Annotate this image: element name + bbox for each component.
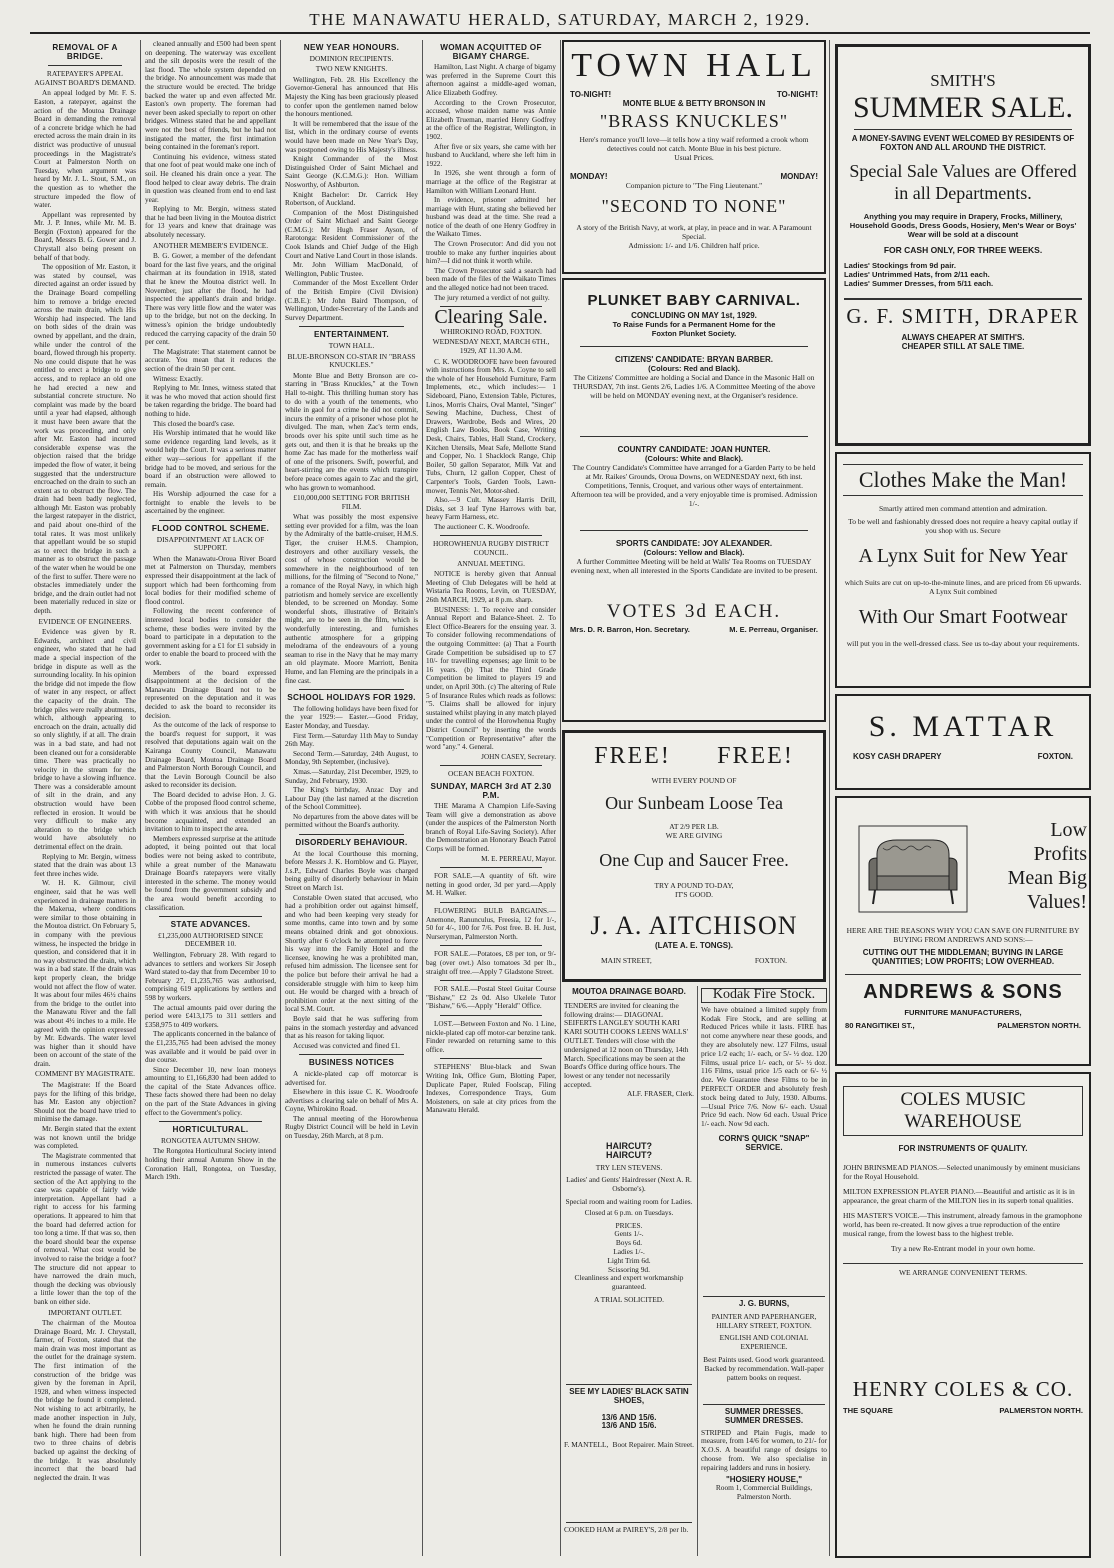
ad-label: (LATE A. E. TONGS). (654, 941, 734, 950)
subheadline: TOWN HALL. (328, 341, 375, 350)
paragraph: The applicants concerned in the balance of the £1,235,765 had been advised the money was available and it would be paid over in due course. (145, 1030, 276, 1065)
offer-title: One Cup and Saucer Free. (599, 850, 789, 870)
ad-smiths-summer-sale (835, 44, 1091, 446)
ad-summer-dresses (701, 1408, 827, 1558)
paragraph: Knight Commander of the Most Distinguished Order of Saint Michael and Saint George (K.C.M.G.): Hon. William Nosworthy, of Ashburton. (285, 155, 418, 189)
paragraph: What was possibly the most expensive setting ever provided for a film, was the loan by the Admiralty of the battle-cruiser, H.M.S. Tiger, the cruiser H.M.S. Champion, destroyers and other auxiliary vessels, the cost of whose construction would be somewhere in the neighbourhood of ten millions, for the filming of "Second to None," a romance of the Royal Navy, in which high patriotism and homely service are excellently blended, to be screened on Monday. Some wonderful shots, illustrative of Britain's might, are to be seen in the film, which is wonderfully interesting, and furnishes authentic atmosphere for a gripping melodrama of the endeavours of a young seaman to rise in the Navy that he may marry an old playmate. Moore Marriott, Benita Hume, and Ian Fleming are the principals in a fine cast. (285, 513, 418, 685)
subheadline: £1,235,000 AUTHORISED SINCE DECEMBER 10. (157, 930, 264, 949)
product-name: Our Sunbeam Loose Tea (605, 793, 783, 813)
ad-headline: Profits (1033, 843, 1087, 865)
headline: ENTERTAINMENT. (313, 330, 389, 340)
ad-clothes-make-the-man (835, 452, 1091, 688)
ad-text: The Citizens' Committee are holding a Social and Dance in the Masonic Hall on THURSDAY, 7th inst. Gents 2/6, Ladies 1/6. A Committee Meeting of the above will be held on MONDAY evening next, at the Organiser's residence. (572, 373, 816, 400)
ad-text: We have obtained a limited supply from Kodak Fire Stock, and are selling at Reduced Prices while it lasts. FIRE has not come anywhere near these goods, and they are absolutely new. 127 Films, usual price 1/2 each; 1/- each, or 5/- ½ doz. 120 Films, usual price 1/- each, or 5/- ½ doz. 116 Films, usual price 1/5 each or 6/- ½ doz. We Guarantee these Films to be in PERFECT ORDER and absolutely fresh stock being dated to July, 1930. Albums.—Usual Price 7/6. Now 6/- each. Usual Price 9d each. Now 6d each. Usual Price 1/- each. Now 9d each. (701, 1004, 827, 1129)
paragraph: Knight Bachelor: Dr. Carrick Hey Robertson, of Auckland. (285, 190, 418, 208)
merchant-name: ANDREWS & SONS (863, 981, 1063, 1003)
candidate-colours: (Colours: Red and Black). (648, 364, 740, 373)
price-line: Light Trim 6d. (607, 1255, 651, 1265)
ad-headline: Low (1050, 819, 1087, 841)
paragraph: Continuing his evidence, witness stated that one foot of peat would make one inch of soil. He cleaned his drain once a year. The flood helped to clear away debris. The drain in question was cleaned from end to end last year. (145, 152, 276, 204)
paragraph: The actual amounts paid over during the period were £413,175 to 311 settlers and £358,975 to 409 workers. (145, 1003, 276, 1029)
ad-title: FREE! (717, 743, 794, 769)
paragraph: Xmas.—Saturday, 21st December, 1929, to Sunday, 2nd February, 1930. (285, 767, 418, 785)
address: MAIN STREET, (601, 956, 652, 965)
paragraph: His Worship adjourned the case for a fortnight to enable the levels to be ascertained by the engineer. (145, 490, 276, 516)
ad-headline: Values! (1027, 891, 1087, 913)
paragraph: After five or six years, she came with her husband to Auckland, where she left him in 1922. (426, 142, 556, 168)
ad-text: Cleanliness and expert workmanship guaranteed. (574, 1273, 684, 1292)
price-line: Boys 6d. (615, 1238, 643, 1248)
paragraph: Mr. John William MacDonald, of Wellington, Public Trustee. (285, 261, 418, 278)
subheadline: TWO NEW KNIGHTS. (315, 64, 388, 74)
paragraph: His Worship intimated that he would like some evidence regarding land levels, as it would help the Court. It was a serious matter either way—serious for appellant if the bridge had to be moved, and serious for the board if an obstruction were allowed to remain. (145, 429, 276, 489)
divider (566, 1522, 692, 1523)
secretary: Mrs. D. R. Barron, Hon. Secretary. (570, 625, 690, 634)
column-rule (829, 40, 830, 1556)
ad-text: WITH EVERY POUND OF (651, 776, 737, 785)
paragraph: The chairman of the Moutoa Drainage Board, Mr. J. Chrystall, farmer, of Foxton, stated that the main drain was most important as the outlet for the drainage system. The first intimation of the construction of the bridge was given by the foreman in April, 1928, and when witness inspected the bridge he found it completed. Not wishing to act arbitrarily, he made another inspection in July, when he found the drain running bank high. There had been from two to three chains of debris backed up against the decking of the bridge. It was absolutely incorrect that the board had neglected the drain. It was (34, 1319, 136, 1482)
clearing-sale-title: Clearing Sale. (434, 306, 548, 329)
paragraph: Second Term.—Saturday, 24th August, to Monday, 9th September, (inclusive). (285, 749, 418, 767)
ad-label: PRICES. (615, 1220, 643, 1230)
column-rule (422, 40, 423, 1556)
signature: JOHN CASEY, Secretary. (481, 752, 556, 761)
merchant-name: F. MANTELL, (564, 1440, 609, 1450)
subheadline: EVIDENCE OF ENGINEERS. (38, 616, 132, 626)
ad-label: WE ARRANGE CONVENIENT TERMS. (843, 1263, 1083, 1277)
headline: HORTICULTURAL. (172, 1125, 249, 1135)
candidate-name: SPORTS CANDIDATE: JOY ALEXANDER. (615, 539, 773, 548)
paragraph: Constable Owen stated that accused, who had a prohibition order out against himself, and who had been keeping very steady for some months, came into town and by some means obtained drink and got obnoxious. Shortly after 6 o'clock he attempted to force his way into the Family Hotel and the licensee, knowing he was a prohibited man, refused him admission. The licensee sent for the police but before their arrival he had a considerable struggle with him to keep him out. He would be charged with a breach of prohibition order at the next sitting of the local S.M. Court. (285, 893, 418, 1014)
masthead: THE MANAWATU HERALD, SATURDAY, MARCH 2, 1929. (30, 8, 1090, 34)
ad-title: SEE MY LADIES' BLACK SATIN SHOES, (569, 1388, 689, 1405)
paragraph: Commander of the Most Excellent Order of the British Empire (Civil Division) (C.B.E.): Mr John Baird Thompson, of Wellington, Under-Secretary of the Lands and Survey Department. (285, 279, 418, 322)
classified-ham (564, 1526, 694, 1552)
subheadline: WHIROKINO ROAD, FOXTON. (440, 326, 542, 336)
paragraph: Members expressed surprise at the attitude adopted, it being pointed out that local bodies were not being asked to contribute, while a great number of the Manawatu Drainage Board's ratepayers were vitally interested in the scheme. The money would be found from the government subsidy and the area would benefit according to classification. (145, 834, 276, 912)
classified: FLOWERING BULB BARGAINS.—Anemone, Ranunculus, Freesia, 12 for 1/-, 50 for 4/-, 100 for 7/6. Post free. B. H. Just, Nurseryman, Palmerston North. (426, 907, 556, 941)
paragraph: The following holidays have been fixed for the year 1929:— Easter.—Good Friday, Easter Monday, and Tuesday. (285, 704, 418, 730)
signature: M. E. PERREAU, Mayor. (481, 854, 556, 863)
subheadline: BLUE-BRONSON CO-STAR IN "BRASS KNUCKLES." (287, 351, 416, 370)
candidate-name: CITIZENS' CANDIDATE: BRYAN BARBER. (614, 355, 774, 364)
signature: ALF. FRASER, Clerk. (627, 1088, 694, 1098)
ad-title: Clothes Make the Man! (843, 464, 1083, 496)
address: Room 1, Commercial Buildings, Palmerston North. (715, 1483, 813, 1502)
armchair-icon (853, 808, 973, 928)
merchant-name: G. F. SMITH, DRAPER (846, 304, 1080, 328)
classified: FOR SALE.—Postal Steel Guitar Course "Bishaw," £2 2s 0d. Also Ukelele Tutor "Bishaw," 6/6.—Apply "Herald" Office. (426, 985, 556, 1011)
candidate-name: COUNTRY CANDIDATE: JOAN HUNTER. (617, 445, 771, 454)
paragraph: The Crown Prosecutor said a search had been made of the files of the Waikato Times and the alleged notice had not been traced. (426, 266, 556, 293)
ad-satin-shoes (564, 1388, 694, 1522)
ad-haircut (564, 1142, 694, 1382)
classified: FOR SALE.—Potatoes, £8 per ton, or 9/- bag (over owt.) Also tomatoes 3d per lb., straight off tree.—Apply 7 Gladstone Street. (426, 950, 556, 976)
subheadline: DOMINION RECIPIENTS. (309, 53, 394, 63)
paragraph: Boyle said that he was suffering from pains in the stomach yesterday and advanced that as his reason for taking liquor. (285, 1014, 418, 1041)
ad-text: Companion picture to "The Fing Lieutenant." (625, 181, 763, 190)
paragraph: Wellington, Feb. 28. His Excellency the Governor-General has announced that His Majesty the King has been graciously pleased to confer upon the gentlemen named below the honours mentioned. (285, 75, 418, 119)
ad-headline: With Our Smart Footwear (858, 606, 1068, 628)
ad-headline: Special Sale Values are Offered in all Departments. (849, 161, 1077, 203)
paragraph: In 1926, she went through a form of marriage at the office of the Registrar at Hamilton with William Leonard Hunt. (426, 169, 556, 195)
ad-text: IT'S GOOD. (674, 890, 714, 899)
paragraph: NOTICE is hereby given that Annual Meeting of Club Delegates will be held at Wistaria Tea Rooms, Levin, on TUESDAY, 26th MARCH, 1929, at 8 p.m. sharp. (426, 570, 556, 605)
price-line: Ladies' Stockings from 9d pair. (844, 261, 956, 270)
ad-label: KOSY CASH DRAPERY (853, 752, 942, 761)
price-line: Scissoring 9d. (608, 1264, 650, 1274)
column-rule (140, 40, 141, 1556)
paragraph: When the Manawatu-Oroua River Board met at Palmerston on Thursday, members expressed their disappointment at the lack of support which had been forthcoming from local bodies for their modified scheme of flood control. (145, 554, 276, 606)
ad-text: STRIPED and Plain Fugis, made to measure, from 14/6 for women, to 21/- for X.O.S. A beautiful range of designs to choose from. We also specialise in repairing ladders and runs in hosiery. (701, 1427, 827, 1472)
address: FOXTON. (754, 956, 787, 965)
paragraph: The Rongotea Horticultural Society intend holding their annual Autumn Show in the Coronation Hall, Rongotea, on Tuesday, March 19th. (145, 1147, 276, 1182)
paragraph: Elsewhere in this issue C. K. Woodroofe advertises a clearing sale on behalf of Mrs A. Coyne, Whirokino Road. (285, 1088, 418, 1114)
paragraph: The auctioneer C. K. Woodroofe. (434, 522, 530, 531)
headline: WOMAN ACQUITTED OF BIGAMY CHARGE. (440, 43, 542, 61)
headline: FLOOD CONTROL SCHEME. (151, 524, 270, 534)
subheadline: HOROWHENUA RUGBY DISTRICT COUNCIL. (433, 539, 549, 558)
article-column-4 (426, 40, 556, 1560)
paragraph: A nickle-plated cap off motorcar is advertised for. (285, 1069, 418, 1087)
headline: SUNDAY, MARCH 3rd AT 2.30 P.M. (430, 781, 552, 800)
ad-text: Ladies' and Gents' Hairdresser (Next A. R. Osborne's). (566, 1175, 692, 1194)
column-rule (560, 40, 561, 1556)
ad-text: TRY A POUND TO-DAY, (654, 881, 734, 890)
headline: NEW YEAR HONOURS. (303, 43, 400, 52)
paragraph: Also.—9 Cult. Massey Harris Drill, Disks, set 3 leaf Tyne Harrows with bar, heavy Farm Harness, etc. (426, 496, 556, 522)
ad-text: Admission: 1/- and 1/6. Children half price. (628, 241, 760, 250)
organiser: M. E. Perreau, Organiser. (729, 625, 818, 634)
paragraph: Appellant was represented by Mr. J. P. Innes, while Mr. M. B. Bergin (Foxton) appeared for the Board, Messrs B. G. Gower and J. Chrystall also being present on behalf of that body. (34, 210, 136, 262)
paragraph: The opposition of Mr. Easton, it was stated by counsel, was directed against an order issued by the Drainage Board compelling him to remove a bridge erected across the main drain, which His Worship had inspected. The land on both sides of the drain was owned by appellant, and the drain, while under the control of the board, flowed through his property. No one could dispute that he was entitled to erect a bridge to give access, and to replace an old one he had erected a new and substantial concrete structure. No complaint was made by the board until a year had elapsed, although it must have been aware that the work was proceeding, and only after Mr. Easton had incurred considerable expense was the objection raised that the bridge impeded the flow of water, it being suggested that the understructure encroached on the drain to such an extent as to obstruct the flow. The drain had been badly neglected, although Mr. Easton was probably the largest ratepayer in the district, and paid about one-third of the total rates. It was most unlikely that appellant would be so stupid as to erect the bridge in such a manner as to obstruct the passage of the water when he would be one of the first to suffer. There were no obstacles immediately under the bridge, and the drain outlet had not been materially reduced in size or depth. (34, 263, 136, 615)
paragraph: THE Marama A Champion Life-Saving Team will give a demonstration as above (under the auspices of the Palmerston North branch of Royal Life-Saving Society). After the Demonstration an Honorary Beach Patrol Corps will be formed. (426, 802, 556, 854)
paragraph: Replying to Mr. Bergin, witness stated that he had been living in the Moutoa district for 13 years and knew that drainage was absolutely necessary. (145, 205, 276, 240)
article-removal-of-bridge (34, 40, 136, 1560)
paragraph: Replying to Mr. Bergin, witness stated that the drain was about 13 feet three inches wide. (34, 852, 136, 878)
headline: DISORDERLY BEHAVIOUR. (295, 838, 408, 848)
paragraph: Wellington, February 28. With regard to advances to settlers and workers Sir Joseph Ward stated to-day that from December 10 to February 27, £1,235,765 was authorised, comprising 619 applications by settlers and 598 by workers. (145, 950, 276, 1002)
ad-label: CORN'S QUICK "SNAP" SERVICE. (718, 1133, 810, 1152)
ad-text: Smartly attired men command attention and admiration. (878, 504, 1048, 513)
ad-label: To Raise Funds for a Permanent Home for the Foxton Plunket Society. (612, 320, 776, 338)
ad-title: SUMMER DRESSES. (724, 1415, 804, 1425)
paragraph: As the outcome of the lack of response to the board's request for support, it was resolved that deputations again wait on the Kairanga County Council, Manawatu Drainage Board, Moutoa Drainage Board and Palmerston North Borough Council, and that the Levin Borough Council be also asked to reconsider its decision. (145, 721, 276, 790)
paragraph: BUSINESS: 1. To receive and consider Annual Report and Balance-Sheet. 2. To Elect Office-Bearers for the ensuing year. 3. To consider following recommendations of the outgoing Committee: (a) That a Fourth Grade Competition be subsidised up to £7 10/- for travelling expenses; age limit to be 16 years. (b) That the Third Grade Competition be limited to players 19 and under, on April 30th. (c) The altering of Rule 5 of Insurance Rules which reads as follows: "5. Claims shall be allowed for injury sustained whilst playing in any match played under the control of the Horowhenua Rugby District Council" by inserting the words "Competition or Representative" after the word "any." 4. General. (426, 605, 556, 752)
price-line: 13/6 AND 15/6. (601, 1412, 657, 1422)
subheadline: ANOTHER MEMBER'S EVIDENCE. (152, 240, 269, 250)
ad-text: PAINTER AND PAPERHANGER, HILLARY STREET, FOXTON. (711, 1311, 817, 1330)
article-column-3 (285, 40, 418, 1560)
ad-title: HAIRCUT? (606, 1142, 652, 1151)
ad-label: A MONEY-SAVING EVENT WELCOMED BY RESIDENTS OF FOXTON AND ALL AROUND THE DISTRICT. (851, 134, 1075, 152)
ad-text: Usual Prices. (674, 153, 714, 162)
subheadline: COMMENT BY MAGISTRATE. (35, 1069, 135, 1079)
paragraph: The King's birthday, Anzac Day and Labour Day (the last named at the discretion of the School Committee). (285, 786, 418, 812)
address: PALMERSTON NORTH. (999, 1406, 1083, 1415)
ad-text: Boot Repairer. Main Street. (612, 1440, 694, 1450)
subheadline: £10,000,000 SETTING FOR BRITISH FILM. (293, 493, 410, 511)
candidate-colours: (Colours: White and Black). (645, 454, 743, 463)
ad-free-cup-saucer (562, 730, 826, 982)
classified: LOST.—Between Foxton and No. 1 Line, nickle-plated cap off motor-car benzine tank. Finder rewarded on returning same to this office. (426, 1019, 556, 1054)
paragraph: At the local Courthouse this morning, before Messrs J. K. Hornblow and G. Player, J.s.P., Edward Charles Boyle was charged being guilty of disorderly behaviour in Main Street on March 1st. (285, 849, 418, 893)
address: THE SQUARE (843, 1406, 893, 1415)
ad-text: JOHN BRINSMEAD PIANOS.—Selected unanimously by eminent musicians for the Royal Household. (843, 1163, 1080, 1181)
ad-label: MONDAY! (570, 172, 608, 181)
price-line: 13/6 AND 15/6. (601, 1421, 657, 1431)
merchant-name: "HOSIERY HOUSE," (725, 1474, 803, 1484)
divider (703, 1296, 825, 1297)
headline: SCHOOL HOLIDAYS FOR 1929. (287, 693, 416, 703)
ad-label: MONDAY! (780, 172, 818, 181)
headline: BUSINESS NOTICES (308, 1058, 395, 1068)
address: 80 RANGITIKEI ST., (845, 1021, 915, 1030)
article-column-2 (145, 40, 276, 1560)
column-rule (697, 986, 698, 1556)
ad-kodak-fire-stock (701, 988, 827, 1258)
ad-title: TOWN HALL (571, 47, 817, 84)
paragraph: Following the recent conference of interested local bodies to consider the scheme, these bodies were invited by the board to participate in a deputation to the government asking for a £1 for £1 subsidy in order to enable the board to proceed with the work. (145, 607, 276, 667)
paragraph: Replying to Mr. Innes, witness stated that it was he who moved that action should first be taken regarding the bridge. The board had nothing to hide. (145, 384, 276, 418)
merchant-name: J. G. BURNS, (738, 1300, 790, 1308)
price-line: Ladies 1/-. (613, 1246, 645, 1256)
classified: STEPHENS' Blue-black and Swan Writing Ink, Office Gum, Blotting Paper, Duplicate Paper, Ruled Foolscap, Filing Indexes, Correspondence Trays, Gum Moisteners, on sale at city prices from the Manawatu Herald. (426, 1063, 556, 1115)
price-line: Gents 1/-. (614, 1229, 644, 1239)
paragraph: Witness: Exactly. (153, 374, 203, 383)
ad-text: The Country Candidate's Committee have arranged for a Garden Party to be held at Mr. Raikes' Grounds, Oroua Downs, on WEDNESDAY next, 6th inst. Competitions, Tennis, Croquet, and various other ways of entertainment. Afternoon tea will be provided, and a very enjoyable time is promised. Admission 1/-. (570, 463, 818, 508)
ad-coles-music-warehouse (835, 1072, 1091, 1558)
headline: MOUTOA DRAINAGE BOARD. (572, 988, 686, 996)
ad-town-hall (562, 40, 826, 274)
ad-s-mattar (835, 694, 1091, 790)
paragraph: C. K. WOODROOFE have been favoured with instructions from Mrs. A. Coyne to sell the whole of her Household Furniture, Farm Implements, etc., which includes:— 1 Sideboard, Piano, Extension Table, Pictures, Linos, Morris Chairs, Oval Mantel, "Singer" Sewing Machine, Duchess, Chest of Drawers, Wardrobe, Beds and Wires, 20 English Law Books, Book Case, Writing Desk, Chairs, Tables, Hall Stand, Crockery, Kitchen Utensils, Meat Safe, Mellotte Stand and Copper, No. 1 Shacklock Range, Chip Boiler, 50 gallon Separator, Milk Vat and Tubs, Churn, 12 gallon Copper, Chest of Carpenter's Tools, Garden Tools, Lawn-mower, Tennis Net, Motor-shed. (426, 357, 556, 495)
address: PALMERSTON NORTH. (997, 1021, 1081, 1030)
ad-text: MILTON EXPRESSION PLAYER PIANO.—Beautiful and artistic as it is in appearance, the great charm of the MILTON lies in its superb tonal qualities. (843, 1187, 1075, 1205)
ad-plunket-carnival (562, 278, 826, 722)
paragraph: Companion of the Most Distinguished Order of Saint Michael and Saint George (C.M.G.): Mr Hugh Fraser Ayson, of Rarotonga: Resident Commissioner of the Cook Islands and Chief Judge of the High Court and Native Land Court in those islands. (285, 208, 418, 260)
divider (566, 1384, 692, 1385)
ad-text: which Suits are cut on up-to-the-minute lines, and are priced from £6 upwards. A Lynx Suit combined (844, 578, 1082, 596)
subheadline: ANNUAL MEETING. (457, 558, 525, 568)
paragraph: It will be remembered that the issue of the list, which in the ordinary course of events would have been made on New Year's Day, was postponed owing to His Majesty's illness. (285, 119, 418, 154)
subheadline: RONGOTEA AUTUMN SHOW. (161, 1135, 260, 1145)
film-title: "BRASS KNUCKLES" (599, 111, 789, 131)
paragraph: TENDERS are invited for cleaning the following drains:— DIAGONAL SEIFERTS LANGLEY SOUTH KARI KARI SOUTH COOKS LEENS WALLS' OUTLET. Tenders will close with the undersigned at 12 noon on Thursday, 14th March. Specifications may be seen at the Board's Office during office hours. The lowest or any tender not necessarily accepted. (564, 1000, 689, 1089)
ad-title: PLUNKET BABY CARNIVAL. (587, 292, 801, 309)
candidate-colours: (Colours: Yellow and Black). (643, 548, 745, 557)
paragraph: The annual meeting of the Horowhenua Rugby District Council will be held in Levin on Tuesday, 26th March, at 8 p.m. (285, 1114, 418, 1141)
ad-title: SUMMER SALE. (852, 91, 1074, 124)
ad-label: ALWAYS CHEAPER AT SMITH'S. (901, 333, 1025, 342)
ad-title: VOTES 3d EACH. (606, 601, 782, 622)
address: FOXTON. (1037, 752, 1073, 761)
ad-text: ENGLISH AND COLONIAL EXPERIENCE. (719, 1333, 809, 1352)
ad-title: FREE! (594, 743, 671, 769)
ad-burns-painter (701, 1300, 827, 1410)
price-line: Ladies' Summer Dresses, from 5/11 each. (844, 279, 994, 288)
headline: REMOVAL OF A BRIDGE. (52, 43, 118, 61)
ad-label: FURNITURE MANUFACTURERS, (904, 1008, 1022, 1017)
ad-label: TO-NIGHT! (570, 90, 612, 99)
subheadline: IMPORTANT OUTLET. (48, 1307, 122, 1317)
ad-title: COLES MUSIC WAREHOUSE (843, 1086, 1083, 1136)
price: AT 2/9 PER LB. (669, 822, 719, 831)
ad-text: To be well and fashionably dressed does not require a heavy capital outlay if you shop with us. Secure (848, 517, 1078, 535)
merchant-name: HENRY COLES & CO. (852, 1377, 1074, 1401)
notice-drainage-board (564, 988, 694, 1138)
paragraph: In evidence, prisoner admitted her marriage with Hunt, stating she believed her husband was dead at the time. She read a notice of the death of one Henry Godfrey in the Waikato Times. (426, 196, 556, 239)
paragraph: The Magistrate commented that in numerous instances culverts restricted the passage of water. The section of the Act applying to the case was capable of fairly wide interpretation. Appellant had a right to access for his farming operations. It appeared to him that the board had deferred action for too long a time. If that was so, then the board should bear the expense of removal. What cost would be involved to raise the bridge a foot? The structure did not appear to have narrowed the drain much, though the decking was obviously a little lower than the top of the bank on either side. (34, 1151, 136, 1306)
ad-label: TO-NIGHT! (776, 90, 818, 99)
ad-text: A TRIAL SOLICITED. (593, 1294, 664, 1304)
paragraph: Mr. Bergin stated that the extent was not known until the bridge was completed. (34, 1125, 136, 1151)
paragraph: According to the Crown Prosecutor, accused, whose maiden name was Annie Elizabeth Trueman, married Henry Godfrey at the office of the Registrar, Wellington, in 1902. (426, 98, 556, 141)
paragraph: The Magistrate: That statement cannot be accurate. You mean that it reduces the section of the drain 50 per cent. (145, 347, 276, 373)
subheadline: OCEAN BEACH FOXTON. (448, 769, 534, 779)
ad-label: FOR INSTRUMENTS OF QUALITY. (898, 1144, 1028, 1153)
subheadline: RATEPAYER'S APPEAL AGAINST BOARD'S DEMAND. (34, 69, 136, 87)
merchant-name: J. A. AITCHISON (590, 911, 798, 940)
paragraph: The Board decided to advise Hon. J. G. Cobbe of the proposed flood control scheme, with which it was anxious that he should become acquainted, and extended an invitation to him to inspect the area. (145, 790, 276, 834)
paragraph: This closed the board's case. (153, 419, 235, 428)
classified: COOKED HAM at PAIREY'S, 2/8 per lb. (564, 1526, 689, 1534)
ad-text: Try a new Re-Entrant model in your own home. (890, 1244, 1036, 1253)
ad-label: MONTE BLUE & BETTY BRONSON IN (622, 99, 766, 108)
subheadline: DISAPPOINTMENT AT LACK OF SUPPORT. (156, 534, 265, 553)
paragraph: Accused was convicted and fined £1. (293, 1041, 400, 1050)
ad-text: HERE ARE THE REASONS WHY YOU CAN SAVE ON FURNITURE BY BUYING FROM ANDREWS AND SONS:— (846, 926, 1080, 944)
classified: FOR SALE.—A quantity of 6ft. wire netting in good order, 3d per yard.—Apply M. H. Walker. (426, 872, 556, 898)
paragraph: An appeal lodged by Mr. F. S. Easton, a ratepayer, against the action of the Moutoa Drainage Board in demanding the removal of a concrete bridge which he had erected across the main drain in its district was productive of unusual proceedings in the Magistrate's Court at Palmerston North on Tuesday, when argument was heard by Mr. J. L. Stout, S.M., on the question as to whether the structure impeded the flow of water. (34, 89, 136, 210)
ad-text: Anything you may require in Drapery, Frocks, Millinery, Household Goods, Dress Goods, Hosiery, Men's Wear or Boys' Wear will be sold at a discount (849, 212, 1077, 239)
paragraph: Members of the board expressed disappointment at the decision of the Manawatu Drainage Board not to be represented on the deputation and it was decided to ask the board to reconsider its decision. (145, 668, 276, 720)
paragraph: First Term.—Saturday 11th May to Sunday 26th May. (285, 731, 418, 749)
ad-text: WE ARE GIVING (665, 831, 723, 840)
headline: STATE ADVANCES. (170, 920, 251, 930)
paragraph: Hamilton, Last Night. A charge of bigamy was preferred in the Supreme Court this afternoon against a middle-aged woman, Alice Elizabeth Godfrey. (426, 63, 556, 97)
ad-label: FOR CASH ONLY, FOR THREE WEEKS. (883, 245, 1043, 255)
paragraph: cleaned annually and £500 had been spent on deepening. The waterway was excellent and the silt deposits were the result of the last flood. The whole system depended on the bridge. No announcement was made that the structure would be erected. The bridge backed the water up and even affected Mr. Easton's own property. The foreman had never been asked specially to report on other bridges. Witness stated that he and appellant were not the best of friends, but he had not instigated the matter, the first intimation being contained in the foreman's report. (145, 40, 276, 152)
ad-title: HAIRCUT? (606, 1149, 652, 1160)
ad-text: A story of the British Navy, at work, at play, in peace and in war. A Paramount Special. (576, 223, 812, 241)
ad-text: Here's romance you'll love—it tells how a tiny waif reformed a crook whom detectives could not catch. Monte Blue in his best picture. (579, 135, 809, 153)
ad-title: SUMMER DRESSES. (724, 1408, 804, 1416)
merchant-name: SMITH'S (930, 71, 996, 90)
ad-headline: A Lynx Suit for New Year (858, 545, 1068, 567)
ad-text: will put you in the well-dressed class. See us to-day about your requirements. (846, 639, 1080, 648)
paragraph: Monte Blue and Betty Bronson are co-starring in "Brass Knuckles," at the Town Hall to-night. This thrilling human story has to do with a youth of the tenements, who while in gaol for a crime he did not commit, incurs the enmity of a prisoner whose plot he divulged. The man, when Zac's term ends, broods over his spite until such time as he gets out, and then it is that he breaks up the home Zac has made for the motherless waif of one of the prisoners. Swift, powerful, and heart-stirring are the events which transpire before peace comes again to Zac and the girl, who has grown to womanhood. (285, 371, 418, 492)
paragraph: Evidence was given by R. Edwards, architect and civil engineer, who stated that he had made a special inspection of the bridge in dispute as well as the surrounding locality. In his opinion the bridge did not impede the flow of water in any respect, or affect the capacity of the drain. The bridge piles were really abutments, which, although appearing to encroach on the drain, actually did so only slightly, if at all. The drain was in a bad state, and had not been cleaned out for a considerable time. There was practically no velocity in the stream for the bridge to have a slowing influence. There was a considerable amount of silt in the drain, and any obstruction would have been reflected in erosion. It would be very difficult to make any alteration to the bridge which would have absolutely no detrimental effect on the drain. (34, 628, 136, 852)
ad-text: Best Paints used. Good work guaranteed. Backed by recommendation. Wall-paper pattern books on request. (703, 1354, 825, 1382)
paragraph: Since December 10, new loan moneys amounting to £1,166,830 had been added to the capital of the State Advances office. These facts showed there had been no delay on the part of the State Advances in giving effect to the Government's policy. (145, 1065, 276, 1117)
paragraph: The Magistrate: If the Board pays for the lifting of this bridge, has Mr. Easton any objection? Should not the board have tried to minimise the damage. (34, 1081, 136, 1124)
price-line: Ladies' Untrimmed Hats, from 2/11 each. (844, 270, 990, 279)
paragraph: B. G. Gower, a member of the defendant board for the last five years, and the original chairman at its foundation in 1918, stated that he knew the Moutoa district well. In November, just after the flood, he had inspected the appellant's drain and bridge. There was very little flow and the water was up to the bridge, but not on the decking. In witness's opinion the bridge undoubtedly reduced the carrying capacity of the drain 50 per cent. (145, 252, 276, 347)
ad-text: A further Committee Meeting will be held at Walls' Tea Rooms on TUESDAY evening next, when all interested in the Sports Candidate are invited to be present. (570, 557, 818, 575)
paragraph: No departures from the above dates will be permitted without the Board's authority. (285, 812, 418, 830)
ad-text: Closed at 6 p.m. on Tuesdays. (584, 1207, 674, 1217)
paragraph: The jury returned a verdict of not guilty. (434, 293, 550, 302)
divider (703, 1404, 825, 1405)
merchant-name: S. MATTAR (868, 710, 1058, 743)
column-rule (280, 40, 281, 1556)
ad-title: Kodak Fire Stock. (701, 988, 827, 1003)
ad-label: CONCLUDING ON MAY 1st, 1929. (631, 311, 757, 320)
paragraph: W. H. K. Gilmour, civil engineer, said that he was well experienced in drainage matters in the Makerua, where conditions were similar to those obtaining in the Moutoa district. On February 5, in company with the previous witness, he inspected the bridge in question, and considered that it in no way obstructed the drain, which was in a bad state. If the drain was kept properly clean, the bridge would not affect the flow of water. It was about four miles 46½ chains from the bridge to the outlet into the Manawatu River and the fall was about 4½ inches to a mile. He agreed with the opinion expressed by Mr. Edwards. The water level was higher than it should have been on account of the state of the drain. (34, 879, 136, 1068)
paragraph: The Crown Prosecutor: And did you not trouble to make any further inquiries about him?—I did not think it worth while. (426, 240, 556, 266)
film-title: "SECOND TO NONE" (601, 196, 787, 216)
subheadline: WEDNESDAY NEXT, MARCH 6TH., 1929, AT 11.30 A.M. (432, 337, 550, 355)
ad-text: Special room and waiting room for Ladies. (565, 1196, 693, 1206)
ad-headline: Mean Big (1007, 867, 1087, 889)
ad-text: TRY LEN STEVENS. (595, 1162, 663, 1172)
ad-andrews-and-sons (835, 796, 1091, 1066)
ad-label: CUTTING OUT THE MIDDLEMAN; BUYING IN LARGE QUANTITIES; LOW PROFITS; LOW OVERHEAD. (862, 948, 1064, 966)
ad-text: HIS MASTER'S VOICE.—This instrument, already famous in the gramophone world, has been re-created. It now gives a true reproduction of the entire musical range, from the lowest bass to the highest treble. (843, 1211, 1083, 1238)
ad-label: CHEAPER STILL AT SALE TIME. (901, 342, 1025, 351)
